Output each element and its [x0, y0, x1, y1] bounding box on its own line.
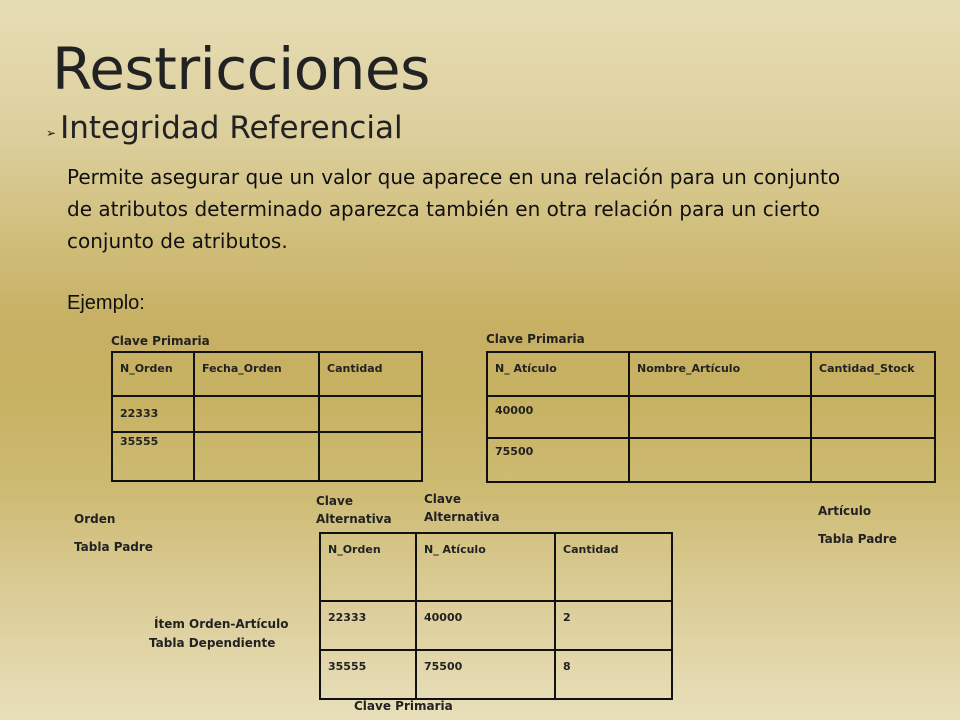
- table-header-cell: N_Orden: [320, 533, 416, 601]
- table-cell: [194, 396, 319, 432]
- example-label: Ejemplo:: [67, 292, 145, 314]
- table-row: [112, 396, 422, 432]
- table-header-cell: Cantidad: [555, 533, 672, 601]
- table-cell: 40000: [487, 396, 629, 438]
- item-table-type: Tabla Dependiente: [149, 636, 276, 650]
- table-header-cell: Cantidad: [319, 352, 422, 396]
- table-cell: [319, 432, 422, 481]
- articulo-table-type: Tabla Padre: [818, 532, 897, 546]
- table-header-cell: N_ Atículo: [487, 352, 629, 396]
- table-cell: 40000: [416, 601, 555, 650]
- table-cell: 35555: [320, 650, 416, 699]
- alternate-key-right-line2: Alternativa: [424, 510, 500, 524]
- table-cell: [194, 432, 319, 481]
- table-row: [487, 396, 935, 438]
- table-header-cell: Fecha_Orden: [194, 352, 319, 396]
- alternate-key-right-line1: Clave: [424, 492, 461, 506]
- table-row: [320, 650, 672, 699]
- table-cell: 8: [555, 650, 672, 699]
- table-cell: 35555: [112, 432, 194, 481]
- table-cell: [629, 438, 811, 482]
- table-header-cell: Nombre_Artículo: [629, 352, 811, 396]
- table-header-cell: N_ Atículo: [416, 533, 555, 601]
- table-row: [320, 601, 672, 650]
- alternate-key-left-line1: Clave: [316, 494, 353, 508]
- table-cell: 22333: [112, 396, 194, 432]
- alternate-key-left-line2: Alternativa: [316, 512, 392, 526]
- orden-table-name: Orden: [74, 512, 116, 526]
- arrow-bullet-icon: ➢: [46, 126, 57, 140]
- table-row: [487, 438, 935, 482]
- table-cell: [811, 438, 935, 482]
- table-header-cell: Cantidad_Stock: [811, 352, 935, 396]
- subtitle-row: [46, 106, 403, 150]
- articulo-table: [486, 351, 936, 483]
- table-cell: 75500: [416, 650, 555, 699]
- description-text: Permite asegurar que un valor que aparece en una relación para un conjunto de atributos determinado aparezca también en otra relación para un cierto conjunto de atributos.: [67, 165, 841, 253]
- item-table: [319, 532, 673, 700]
- table-row: [112, 432, 422, 481]
- primary-key-label-orden: Clave Primaria: [111, 334, 210, 348]
- table-cell: 22333: [320, 601, 416, 650]
- table-header-row: [487, 352, 935, 396]
- table-cell: [319, 396, 422, 432]
- alternate-key-label-left: [316, 492, 392, 528]
- item-table-name: Ítem Orden-Artículo: [154, 617, 289, 631]
- table-header-row: [320, 533, 672, 601]
- slide-title: Restricciones: [52, 35, 430, 103]
- slide-subtitle: Integridad Referencial: [60, 110, 403, 146]
- articulo-table-name: Artículo: [818, 504, 872, 518]
- table-cell: [629, 396, 811, 438]
- table-cell: 75500: [487, 438, 629, 482]
- primary-key-label-articulo: Clave Primaria: [486, 332, 585, 346]
- table-header-cell: N_Orden: [112, 352, 194, 396]
- primary-key-label-item: Clave Primaria: [354, 699, 453, 713]
- orden-table-type: Tabla Padre: [74, 540, 153, 554]
- table-header-row: [112, 352, 422, 396]
- orden-table: [111, 351, 423, 482]
- alternate-key-label-right: [424, 490, 500, 526]
- table-cell: 2: [555, 601, 672, 650]
- table-cell: [811, 396, 935, 438]
